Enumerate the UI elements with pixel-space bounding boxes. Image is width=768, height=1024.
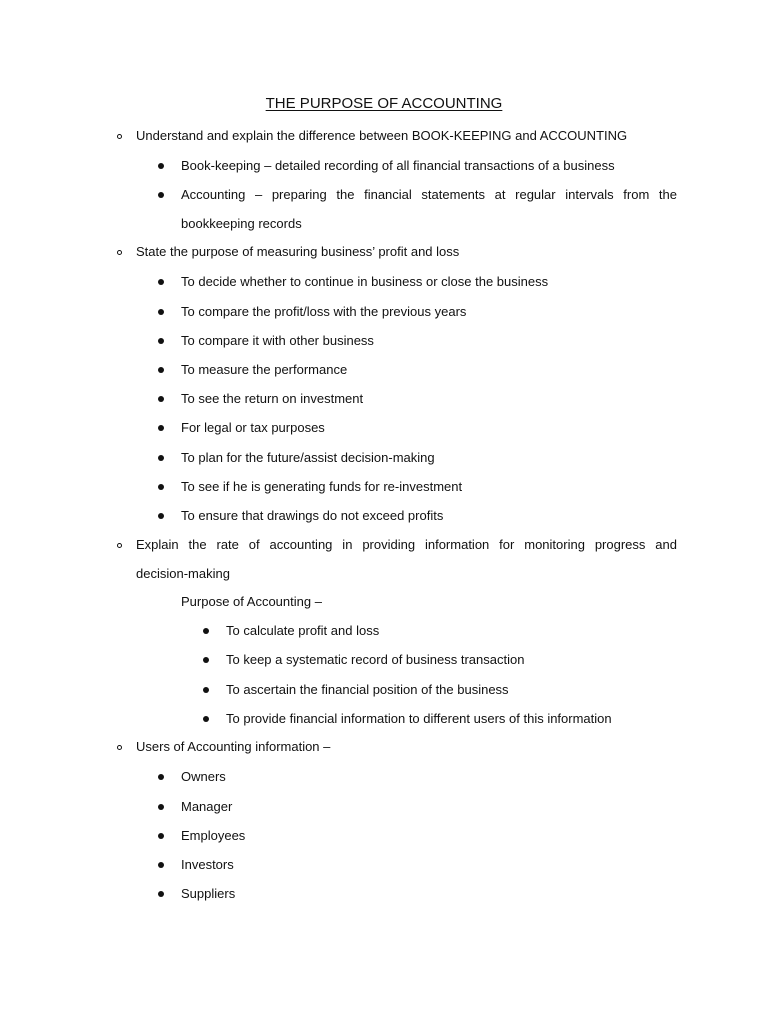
bullet-icon bbox=[158, 396, 164, 402]
list-item: To plan for the future/assist decision-making bbox=[181, 450, 435, 465]
list-item: To keep a systematic record of business transaction bbox=[226, 652, 525, 667]
section-heading: State the purpose of measuring business’ profit and loss bbox=[136, 244, 460, 259]
circle-bullet-icon bbox=[117, 543, 122, 548]
list-item: To measure the performance bbox=[181, 362, 348, 377]
page-title: THE PURPOSE OF ACCOUNTING bbox=[265, 95, 503, 112]
list-item: Owners bbox=[181, 769, 226, 784]
list-item: To calculate profit and loss bbox=[226, 623, 380, 638]
bullet-icon bbox=[158, 774, 164, 780]
list-item: To compare the profit/loss with the previous years bbox=[181, 304, 467, 319]
bullet-icon bbox=[158, 891, 164, 897]
list-item: Investors bbox=[181, 857, 234, 872]
list-item: Employees bbox=[181, 828, 246, 843]
bullet-icon bbox=[203, 687, 209, 693]
list-item: To decide whether to continue in business or close the business bbox=[181, 274, 549, 289]
bullet-icon bbox=[203, 628, 209, 634]
bullet-icon bbox=[158, 338, 164, 344]
list-item: For legal or tax purposes bbox=[181, 420, 325, 435]
bullet-icon bbox=[158, 455, 164, 461]
bullet-icon bbox=[158, 833, 164, 839]
list-item: To ascertain the financial position of the business bbox=[226, 682, 509, 697]
bullet-icon bbox=[158, 425, 164, 431]
bullet-icon bbox=[158, 192, 164, 198]
section-heading-continuation: decision-making bbox=[136, 566, 230, 581]
bullet-icon bbox=[158, 513, 164, 519]
section-heading: Understand and explain the difference between BOOK-KEEPING and ACCOUNTING bbox=[136, 128, 628, 143]
bullet-icon bbox=[158, 367, 164, 373]
circle-bullet-icon bbox=[117, 250, 122, 255]
list-item: Accounting – preparing the financial statements at regular intervals from the bbox=[181, 187, 677, 202]
list-item: To see if he is generating funds for re-investment bbox=[181, 479, 463, 494]
bullet-icon bbox=[158, 804, 164, 810]
bullet-icon bbox=[158, 862, 164, 868]
list-item: To compare it with other business bbox=[181, 333, 374, 348]
list-item-continuation: bookkeeping records bbox=[181, 216, 302, 231]
circle-bullet-icon bbox=[117, 745, 122, 750]
list-item: To see the return on investment bbox=[181, 391, 364, 406]
bullet-icon bbox=[158, 484, 164, 490]
bullet-icon bbox=[158, 309, 164, 315]
subheading: Purpose of Accounting – bbox=[181, 594, 322, 609]
bullet-icon bbox=[158, 163, 164, 169]
list-item: Suppliers bbox=[181, 886, 236, 901]
list-item: To ensure that drawings do not exceed profits bbox=[181, 508, 444, 523]
bullet-icon bbox=[158, 279, 164, 285]
bullet-icon bbox=[203, 657, 209, 663]
list-item: Manager bbox=[181, 799, 233, 814]
section-heading: Users of Accounting information – bbox=[136, 739, 331, 754]
section-heading: Explain the rate of accounting in providing information for monitoring progress and bbox=[136, 537, 677, 552]
circle-bullet-icon bbox=[117, 134, 122, 139]
list-item: Book-keeping – detailed recording of all financial transactions of a business bbox=[181, 158, 615, 173]
list-item: To provide financial information to different users of this information bbox=[226, 711, 612, 726]
bullet-icon bbox=[203, 716, 209, 722]
